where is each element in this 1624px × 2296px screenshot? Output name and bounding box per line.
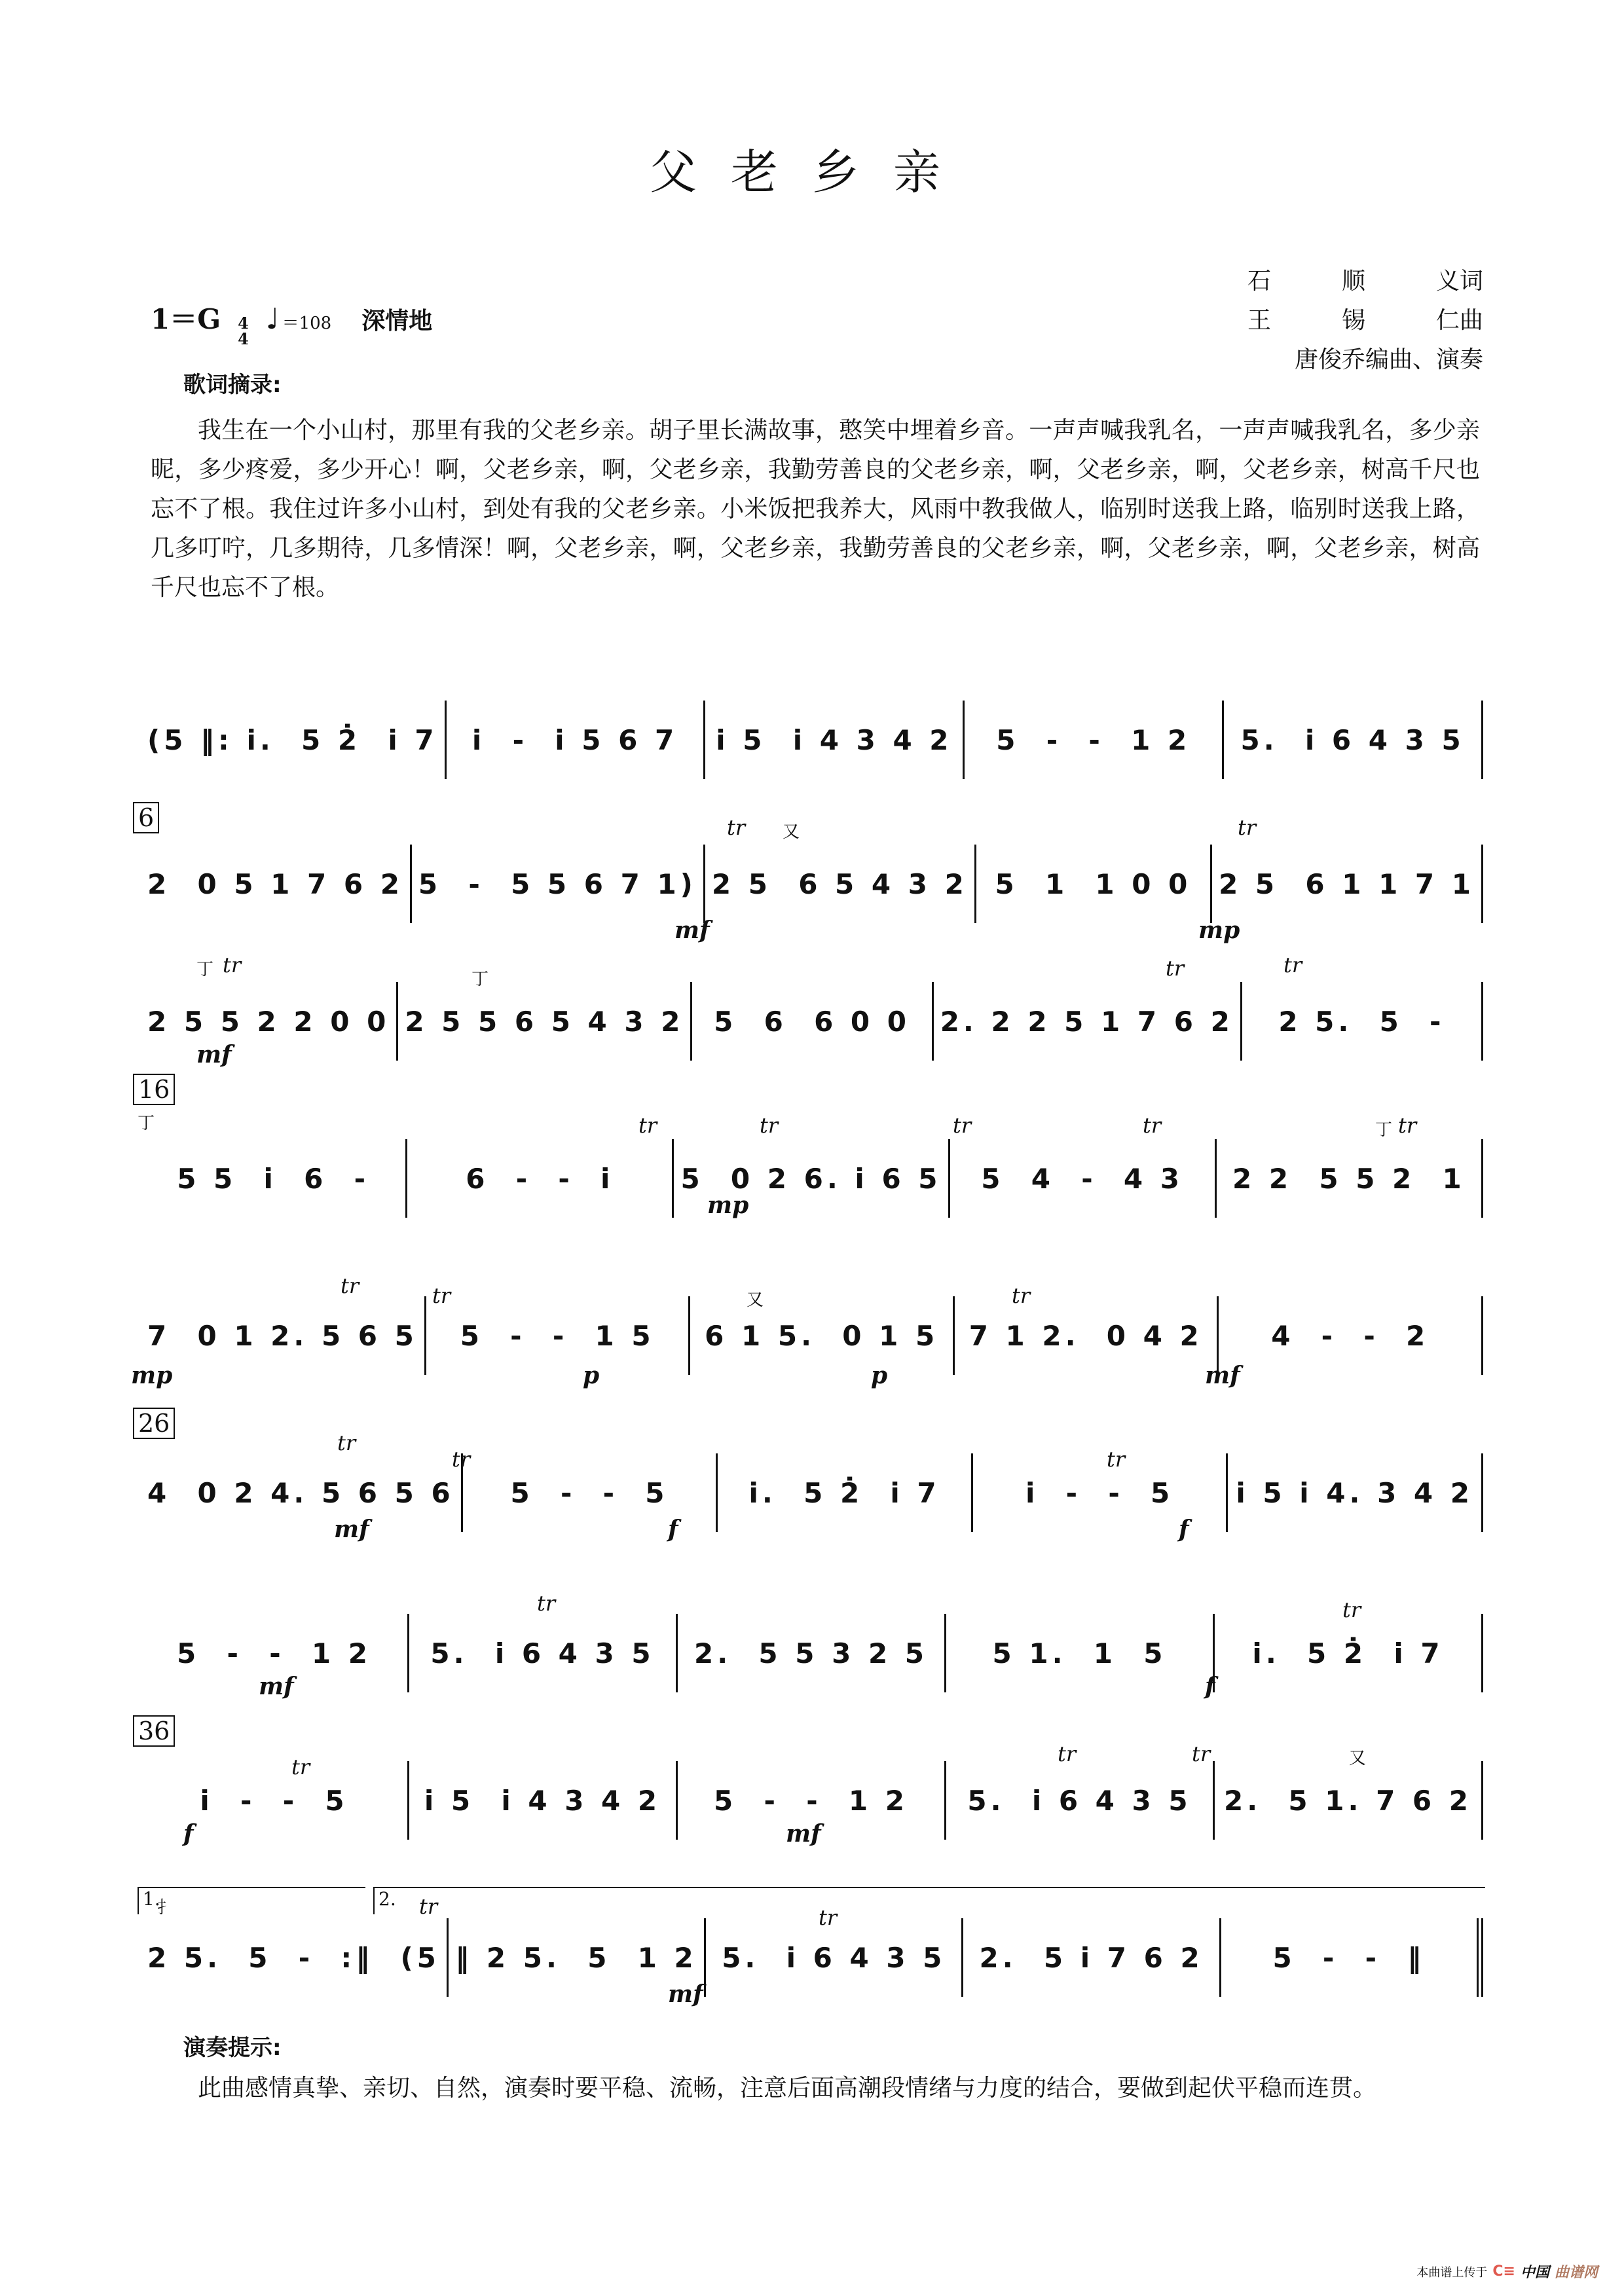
measure: 5 - 5 5 6 7 1): [412, 845, 705, 923]
measure: 7 1 2. 0 4 2: [955, 1296, 1219, 1375]
ornament-mark: 又: [747, 1290, 764, 1310]
dynamic-marking: p: [871, 1362, 888, 1389]
trill-mark: tr: [727, 815, 746, 840]
site-brand-1: 中国: [1520, 2265, 1549, 2281]
trill-mark: tr: [291, 1755, 310, 1779]
volta-1: 1.: [138, 1887, 365, 1914]
ornament-mark: 又: [1349, 1749, 1367, 1768]
trill-mark: tr: [1166, 956, 1185, 981]
dynamic-marking: mf: [1205, 1362, 1240, 1389]
measure: 2 5 6 1 1 7 1: [1212, 845, 1483, 923]
trill-mark: tr: [760, 1113, 779, 1138]
trill-mark: tr: [452, 1447, 471, 1472]
trill-mark: tr: [223, 953, 242, 977]
measure: 5 - - 5: [463, 1453, 718, 1532]
trill-mark: tr: [1342, 1597, 1361, 1622]
measure: 5 0 2 6. i 6 5: [674, 1139, 950, 1218]
dynamic-marking: mf: [334, 1516, 369, 1543]
dynamic-marking: mf: [668, 1980, 703, 2008]
measure: 6 - - i: [407, 1139, 674, 1218]
trill-mark: tr: [432, 1283, 451, 1308]
trill-mark: tr: [1058, 1741, 1077, 1766]
measure: 5. i 6 4 3 5: [409, 1614, 678, 1692]
lyricist-credit: 石 顺 义词: [1247, 268, 1483, 295]
performance-notes-text: 此曲感情真挚、亲切、自然，演奏时要平稳、流畅，注意后面高潮段情绪与力度的结合，要做到起伏平稳而连贯。: [198, 2075, 1377, 2102]
measure: 5. i 6 4 3 5: [1224, 701, 1483, 779]
ornament-mark: 丁: [196, 960, 214, 979]
lyrics-text: 我生在一个小山村，那里有我的父老乡亲。胡子里长满故事，憨笑中埋着乡音。一声声喊我乳名，一声声喊我乳名，多少亲昵，多少疼爱，多少开心！啊，父老乡亲，啊，父老乡亲，我勤劳善良的父老乡亲，啊，父老乡亲，啊，父老乡亲，树高千尺也忘不了根。我住过许多小山村，到处有我的父老乡亲。小米饭把我养大，风雨中教我做人，临别时送我上路，临别时送我上路，几多叮咛，几多期待，几多情深！啊，父老乡亲，啊，父老乡亲，我勤劳善良的父老乡亲，啊，父老乡亲，啊，父老乡亲，树高千尺也忘不了根。: [151, 417, 1480, 601]
trill-mark: tr: [953, 1113, 972, 1138]
rehearsal-mark: 26: [133, 1408, 175, 1439]
upload-text: 本曲谱上传于: [1416, 2265, 1488, 2280]
tempo-marking: ♩ ＝108: [265, 302, 332, 336]
ornament-mark: 扌: [157, 1898, 175, 1918]
measure: 5 1. 1 5: [946, 1614, 1215, 1692]
page-title: 父老乡亲: [649, 145, 974, 200]
site-brand-2: 曲谱网: [1554, 2265, 1598, 2281]
site-logo-icon: C≡: [1492, 2263, 1515, 2280]
trill-mark: tr: [638, 1113, 657, 1138]
score-row-5: [141, 1296, 1483, 1375]
measure: 5 5 i 6 -: [141, 1139, 407, 1218]
measure: 2 2 5 5 2 1: [1217, 1139, 1483, 1218]
score-row-4: [141, 1139, 1483, 1218]
rehearsal-mark: 6: [133, 802, 159, 833]
lyrics-label: 歌词摘录:: [183, 372, 282, 398]
measure: 4 - - 2: [1219, 1296, 1483, 1375]
trill-mark: tr: [1192, 1741, 1211, 1766]
trill-mark: tr: [1107, 1447, 1126, 1472]
measure: 6 1 5. 0 1 5: [690, 1296, 955, 1375]
trill-mark: tr: [341, 1273, 360, 1298]
measure: (5 ‖: i. 5 2̇ i 7: [141, 701, 447, 779]
performance-notes-label: 演奏提示:: [183, 2035, 282, 2061]
measure: 2 5 5 2 2 0 0: [141, 982, 398, 1061]
measure: 5. i 6 4 3 5: [946, 1761, 1215, 1840]
measure: 5 - - 1 5: [426, 1296, 691, 1375]
ornament-mark: 丁: [1375, 1120, 1393, 1140]
dynamic-marking: f: [668, 1516, 678, 1543]
measure: i. 5 2̇ i 7: [1215, 1614, 1483, 1692]
arranger-credit: 唐俊乔编曲、演奏: [1294, 346, 1483, 373]
score-row-9: [141, 1918, 1483, 1997]
dynamic-marking: mp: [1198, 917, 1240, 944]
measure-final: 5 - - ‖: [1221, 1918, 1483, 1997]
quarter-note-icon: ♩: [265, 302, 280, 336]
measure: i - - 5: [973, 1453, 1228, 1532]
dynamic-marking: f: [1205, 1673, 1215, 1700]
dynamic-marking: mf: [674, 917, 710, 944]
measure: 2. 5 i 7 6 2: [963, 1918, 1221, 1997]
measure: 2 5. 5 - :‖ (5: [141, 1918, 449, 1997]
measure: i 5 i 4 3 4 2: [705, 701, 965, 779]
measure: 2 0 5 1 7 6 2: [141, 845, 412, 923]
ornament-mark: 丁: [471, 970, 489, 989]
dynamic-marking: mf: [259, 1673, 294, 1700]
measure: 2 5 6 5 4 3 2: [705, 845, 976, 923]
expression-marking: 深情地: [361, 308, 433, 335]
composer-credit: 王 锡 仁曲: [1247, 307, 1483, 334]
score-row-2: [141, 845, 1483, 923]
trill-mark: tr: [337, 1430, 356, 1455]
time-signature: 4 4: [238, 314, 249, 348]
measure: 5 - - 1 2: [965, 701, 1224, 779]
measure: 5 1 1 0 0: [976, 845, 1212, 923]
measure: 2. 5 1. 7 6 2: [1215, 1761, 1483, 1840]
key-signature: 1＝G: [151, 303, 221, 335]
measure: 5. i 6 4 3 5: [706, 1918, 963, 1997]
measure: ‖ 2 5. 5 1 2: [449, 1918, 706, 1997]
rehearsal-mark: 36: [133, 1715, 175, 1747]
dynamic-marking: f: [1179, 1516, 1189, 1543]
dynamic-marking: p: [583, 1362, 600, 1389]
measure: i 5 i 4 3 4 2: [409, 1761, 678, 1840]
rehearsal-mark: 16: [133, 1074, 175, 1105]
measure: i. 5 2̇ i 7: [718, 1453, 973, 1532]
ornament-mark: 又: [783, 822, 800, 842]
measure: 2. 5 5 3 2 5: [678, 1614, 946, 1692]
measure: 2 5. 5 -: [1242, 982, 1483, 1061]
dynamic-marking: mf: [196, 1041, 232, 1068]
score-row-3: [141, 982, 1483, 1061]
dynamic-marking: f: [183, 1820, 194, 1848]
credits: [1247, 262, 1483, 380]
score-row-1: [141, 701, 1483, 779]
trill-mark: tr: [1398, 1113, 1417, 1138]
measure: 5 6 6 0 0: [692, 982, 933, 1061]
dynamic-marking: mf: [786, 1820, 821, 1848]
volta-2: 2.: [373, 1887, 1485, 1914]
footer-watermark: [1416, 2261, 1598, 2282]
measure: 2 5 5 6 5 4 3 2: [398, 982, 692, 1061]
measure: 5 4 - 4 3: [950, 1139, 1217, 1218]
trill-mark: tr: [1012, 1283, 1031, 1308]
trill-mark: tr: [419, 1894, 438, 1919]
trill-mark: tr: [1283, 953, 1302, 977]
measure: 5 - - 1 2: [678, 1761, 946, 1840]
ornament-mark: 丁: [138, 1114, 155, 1133]
dynamic-marking: mp: [131, 1362, 173, 1389]
measure: 2. 2 2 5 1 7 6 2: [934, 982, 1242, 1061]
trill-mark: tr: [819, 1905, 838, 1930]
score-row-7: [141, 1614, 1483, 1692]
score-meta: [151, 298, 432, 347]
measure: i - i 5 6 7: [447, 701, 706, 779]
measure: 5 - - 1 2: [141, 1614, 409, 1692]
measure: i 5 i 4. 3 4 2: [1228, 1453, 1483, 1532]
dynamic-marking: mp: [707, 1192, 749, 1219]
measure: 7 0 1 2. 5 6 5: [141, 1296, 426, 1375]
trill-mark: tr: [1238, 815, 1257, 840]
trill-mark: tr: [1143, 1113, 1162, 1138]
measure: i - - 5: [141, 1761, 409, 1840]
measure: 4 0 2 4. 5 6 5 6: [141, 1453, 463, 1532]
trill-mark: tr: [537, 1591, 556, 1616]
